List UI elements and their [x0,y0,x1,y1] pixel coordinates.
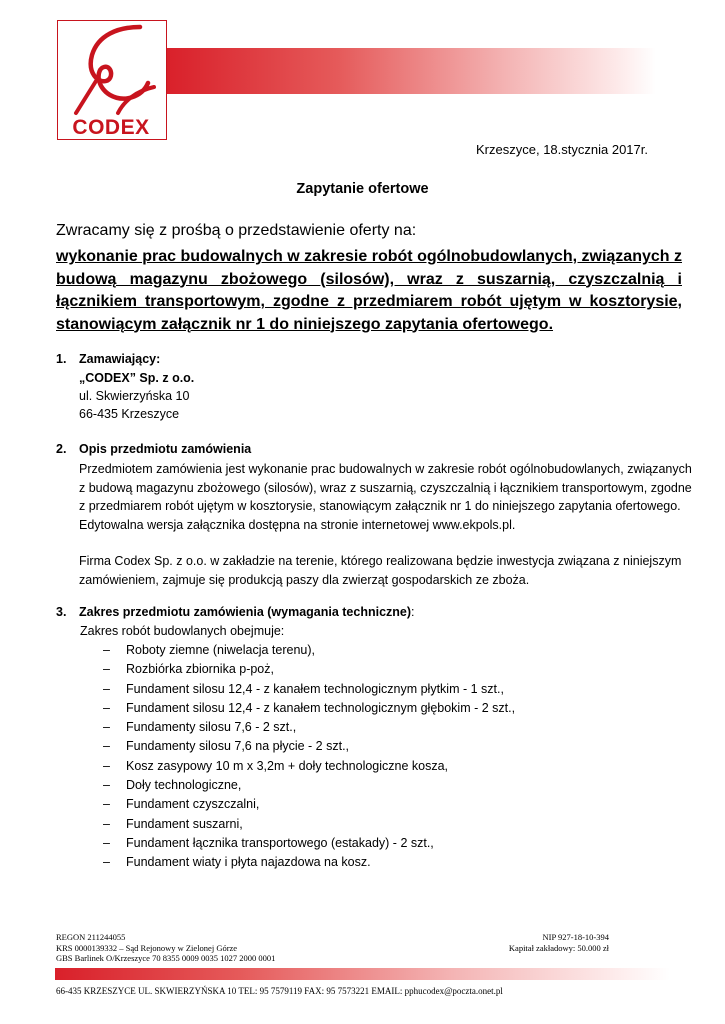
list-item-text: Fundament silosu 12,4 - z kanałem technologicznym płytkim - 1 szt., [126,681,504,696]
dash-bullet: – [103,700,110,715]
paragraph-line: z przedmiarem robót ujętym w kosztorysie, stanowiącym załącznik nr 1 do niniejszego zapytania ofertowego. [79,499,681,513]
footer-red-bar [55,968,670,980]
list-item-text: Fundament silosu 12,4 - z kanałem technologicznym głębokim - 2 szt., [126,700,516,715]
footer-regon: REGON 211244055 [56,932,126,942]
paragraph-line: zamówieniem, zajmuje się produkcją paszy dla zwierząt gospodarskich ze zboża. [79,572,530,587]
document-date: Krzeszyce, 18.stycznia 2017r. [476,142,648,157]
footer-capital: Kapitał zakładowy: 50.000 zł [508,942,609,953]
dash-bullet: – [103,662,110,677]
paragraph-line: Firma Codex Sp. z o.o. w zakładzie na terenie, którego realizowana będzie inwestycja związana z niniejszym [79,554,682,568]
footer-nip: NIP 927-18-10-394 [542,932,609,942]
footer-bank: GBS Barlinek O/Krzeszyce 70 8355 0009 0035 1027 2000 0001 [56,953,276,963]
section-1-number: 1. [56,352,67,366]
intro-text: Zwracamy się z prośbą o przedstawienie oferty na: [56,222,417,239]
section-3-colon: : [411,605,415,619]
section-3-intro: Zakres robót budowlanych obejmuje: [80,624,285,638]
section-3-number: 3. [56,605,67,619]
footer-left [56,932,275,964]
section-3-title: Zakres przedmiotu zamówienia (wymagania techniczne) [79,605,412,619]
list-item-text: Fundament czyszczalni, [126,797,260,812]
section-2-heading [56,442,251,456]
buyer-street: ul. Skwierzyńska 10 [79,389,190,403]
list-item-text: Doły technologiczne, [126,778,242,793]
list-item [103,737,515,756]
dash-bullet: – [103,835,110,850]
list-item [103,699,515,718]
list-item [103,776,515,795]
paragraph-line: Edytowalna wersja załącznika dostępna na stronie internetowej www.ekpols.pl. [79,517,516,532]
section-2-paragraph-1 [79,460,692,534]
scope-list [103,641,515,873]
dash-bullet: – [103,816,110,831]
list-item-text: Roboty ziemne (niwelacja terenu), [126,643,315,657]
list-item-text: Fundament suszarni, [126,816,243,831]
dash-bullet: – [103,643,110,657]
dash-bullet: – [103,855,110,870]
footer-right [509,932,609,953]
dash-bullet: – [103,681,110,696]
footer-address: 66-435 KRZESZYCE UL. SKWIERZYŃSKA 10 TEL: 95 7579119 FAX: 95 7573221 EMAIL: pphucodex@poczta.onet.pl [56,986,503,996]
list-item [103,718,515,737]
buyer-city: 66-435 Krzeszyce [79,407,180,421]
subject-text: wykonanie prac budowalnych w zakresie robót ogólnobudowlanych, związanych z budową magazynu zbożowego (silosów), wraz z suszarnią, czyszczalnią i łącznikiem transportowym, zgodne z przedmiarem robót ujętym w kosztorysie, stanowiącym załącznik nr 1 do niniejszego zapytania ofertowego. [56,248,682,333]
section-3-heading [56,605,415,619]
dash-bullet: – [103,720,110,735]
document-title: Zapytanie ofertowe [296,181,429,197]
list-item [103,853,515,872]
logo-swirl-icon [58,21,166,117]
list-item-text: Fundamenty silosu 7,6 na płycie - 2 szt., [126,739,350,754]
dash-bullet: – [103,797,110,812]
dash-bullet: – [103,778,110,793]
section-2-title: Opis przedmiotu zamówienia [79,442,252,456]
section-2-paragraph-2 [79,552,681,589]
logo-brand-text: CODEX [72,116,150,139]
list-item [103,815,515,834]
list-item [103,757,515,776]
paragraph-line: z budową magazynu zbożowego (silosów), wraz z suszarnią, czyszczalnią i łącznikiem transportowym, zgodne [79,480,692,495]
list-item-text: Rozbiórka zbiornika p-poż, [126,662,274,677]
list-item-text: Fundament łącznika transportowego (estakady) - 2 szt., [126,835,434,850]
footer-krs: KRS 0000139332 – Sąd Rejonowy w Zielonej Górze [56,942,238,953]
buyer-name: „CODEX” Sp. z o.o. [79,371,195,385]
list-item-text: Fundament wiaty i płyta najazdowa na kosz. [126,855,371,870]
dash-bullet: – [103,758,110,773]
paragraph-line: Przedmiotem zamówienia jest wykonanie prac budowalnych w zakresie robót ogólnobudowlanych, związanych [79,462,692,476]
list-item [103,834,515,853]
header-red-bar [166,48,656,94]
list-item-text: Fundamenty silosu 7,6 - 2 szt., [126,720,297,735]
list-item [103,641,515,660]
section-1-heading [56,352,160,366]
section-1-title: Zamawiający: [79,352,161,366]
section-2-number: 2. [56,442,67,456]
dash-bullet: – [103,739,110,754]
list-item-text: Kosz zasypowy 10 m x 3,2m + doły technologiczne kosza, [126,758,449,773]
list-item [103,680,515,699]
list-item [103,795,515,814]
list-item [103,660,515,679]
